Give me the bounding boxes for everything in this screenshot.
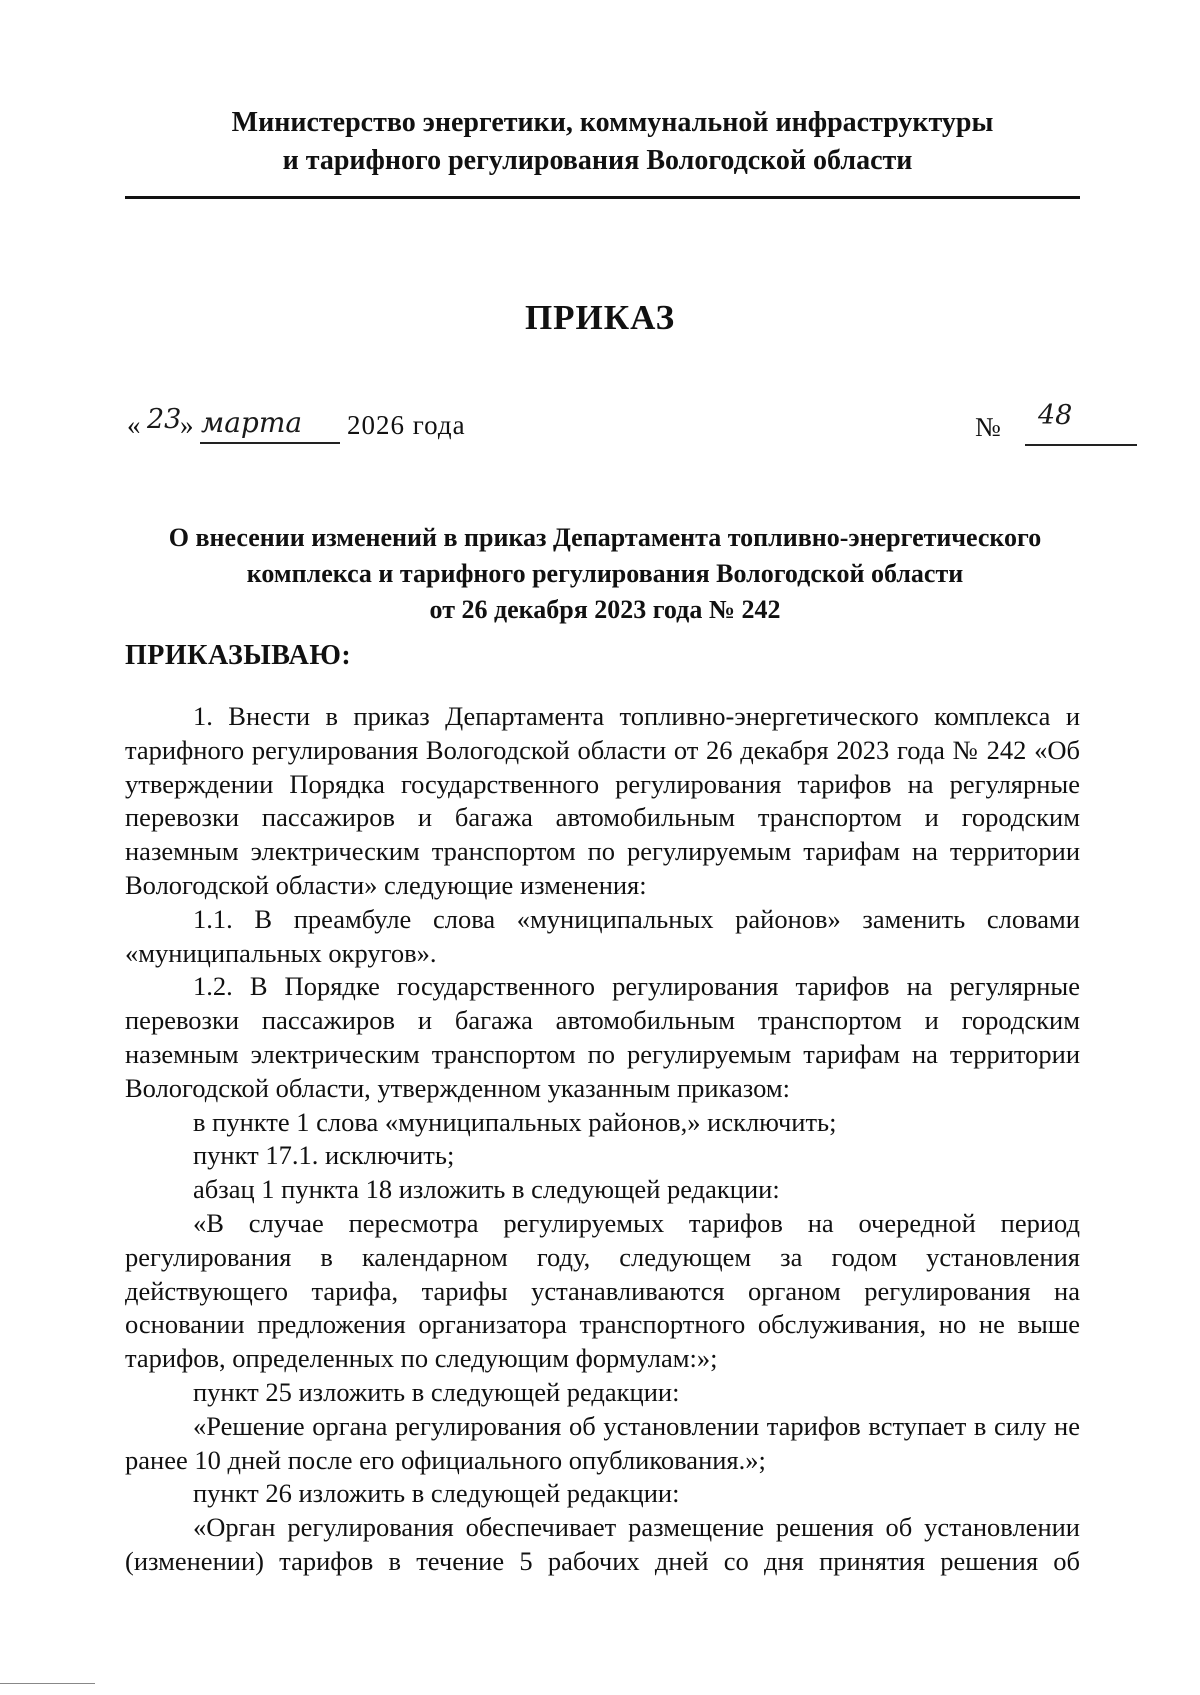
number-sign: № <box>975 412 1001 442</box>
number-underline <box>1025 444 1137 446</box>
ministry-name-line-2: и тарифного регулирования Вологодской области <box>282 145 913 176</box>
document-title: ПРИКАЗ <box>524 298 676 337</box>
item-point-17-1: пункт 17.1. исключить; <box>193 1140 455 1171</box>
handwritten-number: 48 <box>1038 400 1073 431</box>
quote-point-25: «Решение органа регулирования об установлении тарифов вступает в силу не ранее 10 дней после его официального опубликования.»; <box>125 1410 1080 1475</box>
date-number-line <box>125 400 1080 448</box>
item-point-18: абзац 1 пункта 18 изложить в следующей редакции: <box>193 1174 780 1205</box>
subject-line-2: комплекса и тарифного регулирования Вологодской области <box>246 559 964 588</box>
paragraph-1-1: 1.1. В преамбуле слова «муниципальных районов» заменить словами «муниципальных округов». <box>125 903 1080 968</box>
subject-line-3: от 26 декабря 2023 года № 242 <box>429 595 781 624</box>
scan-edge-mark <box>0 1683 95 1684</box>
month-underline <box>200 442 340 444</box>
item-point-25: пункт 25 изложить в следующей редакции: <box>193 1376 680 1407</box>
paragraph-1: 1. Внести в приказ Департамента топливно-энергетического комплекса и тарифного регулирования Вологодской области от 26 декабря 2023 года № 242 «Об утверждении Порядка государственного регулирования тарифов на регулярные перевозки пассажиров и багажа автомобильным транспортом и городским наземным электрическим транспортом по регулируемым тарифам на территории Вологодской области» следующие изменения: <box>125 701 1080 900</box>
item-point-1: в пункте 1 слова «муниципальных районов,» исключить; <box>193 1106 837 1137</box>
date-close-quote: » <box>180 410 194 440</box>
order-subject <box>125 520 1085 628</box>
quote-point-26: «Орган регулирования обеспечивает размещение решения об установлении (изменении) тарифов в течение 5 рабочих дней со дня принятия решения об <box>125 1512 1080 1576</box>
order-directive: ПРИКАЗЫВАЮ: <box>125 640 352 671</box>
ministry-header <box>125 104 1070 180</box>
date-year: 2026 года <box>347 410 466 440</box>
paragraph-1-2: 1.2. В Порядке государственного регулирования тарифов на регулярные перевозки пассажиров и багажа автомобильным транспортом и городским наземным электрическим транспортом по регулируемым тарифам на территории Вологодской области, утвержденном указанным приказом: <box>125 971 1080 1103</box>
ministry-name-line-1: Министерство энергетики, коммунальной инфраструктуры <box>231 107 994 138</box>
order-body <box>125 700 1080 1579</box>
quote-point-18: «В случае пересмотра регулируемых тарифов на очередной период регулирования в календарном году, следующем за годом установления действующего тарифа, тарифы устанавливаются органом регулирования на основании предложения организатора транспортного обслуживания, но не выше тарифов, определенных по следующим формулам:»; <box>125 1207 1080 1374</box>
header-divider <box>125 196 1080 199</box>
subject-line-1: О внесении изменений в приказ Департамента топливно-энергетического <box>168 523 1042 552</box>
item-point-26: пункт 26 изложить в следующей редакции: <box>193 1478 680 1509</box>
handwritten-month: марта <box>201 406 303 439</box>
handwritten-day: 23 <box>147 404 182 435</box>
date-open-quote: « <box>127 410 141 440</box>
